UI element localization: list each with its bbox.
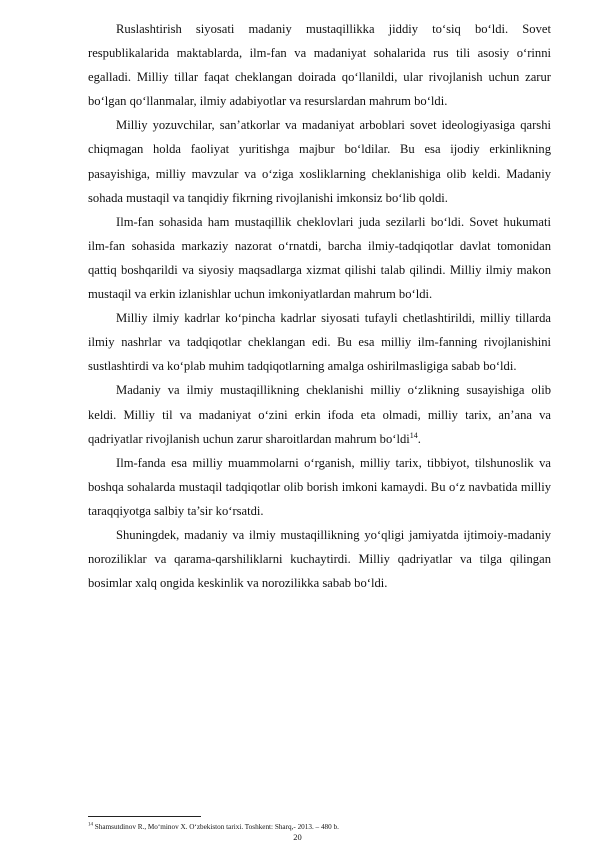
- footnote-reference[interactable]: 14: [409, 430, 418, 440]
- footnote: [88, 823, 339, 832]
- paragraph-7: Shuningdek, madaniy va ilmiy mustaqillikning yo‘qligi jamiyatda ijtimoiy-madaniy noroziliklar va qarama-qarshiliklarni kuchaytirdi. Milliy qadriyatlar va tilga qilingan bosimlar xalq ongida keskinlik va norozilikka sabab bo‘ldi.: [88, 527, 551, 591]
- footnote-text: Shamsutdinov R., Mo‘minov X. O‘zbekiston tarixi. Toshkent: Sharq,- 2013. – 480 b.: [93, 823, 339, 831]
- paragraph-4: Milliy ilmiy kadrlar ko‘pincha kadrlar siyosati tufayli chetlashtirildi, milliy tillarda ilmiy nashrlar va tadqiqotlar cheklangan edi. Bu esa milliy ilm-fanning rivojlanishini sustlashtirdi va ko‘plab muhim tadqiqotlarning amalga oshirilmasligiga sabab bo‘ldi.: [88, 311, 551, 374]
- paragraph-5-text: Madaniy va ilmiy mustaqillikning cheklanishi milliy o‘zlikning susayishiga olib keldi. Milliy til va madaniyat o‘zini erkin ifoda eta olmadi, milliy tarix, an’ana va qadriyatlar rivojlanish uchun zarur sharoitlardan mahrum bo‘ldi: [88, 383, 551, 446]
- body-text: [88, 17, 551, 595]
- paragraph-2: Milliy yozuvchilar, san’atkorlar va madaniyat arboblari sovet ideologiyasiga qarshi chiqmagan holda faoliyat yuritishga majbur bo‘ldilar. Bu esa ijodiy erkinlikning pasayishiga, milliy mavzular va o‘ziga xosliklarning cheklanishiga olib keldi. Madaniy sohada mustaqil va tanqidiy fikrning rivojlanishi imkonsiz bo‘lib qoldi.: [88, 118, 551, 205]
- footnote-marker: 14: [88, 822, 93, 828]
- paragraph-6: Ilm-fanda esa milliy muammolarni o‘rganish, milliy tarix, tibbiyot, tilshunoslik va boshqa sohalarda mustaqil tadqiqotlar olib borish imkoni kamaydi. Bu o‘z navbatida milliy taraqqiyotga salbiy ta’sir ko‘rsatdi.: [88, 455, 551, 518]
- page-number: 20: [293, 832, 302, 842]
- paragraph-1: Ruslashtirish siyosati madaniy mustaqillikka jiddiy to‘siq bo‘ldi. Sovet respublikalarida maktablarda, ilm-fan va madaniyat sohalarida rus tili asosiy o‘rinni egalladi. Milliy tillar faqat cheklangan doirada qo‘llanildi, ular rivojlanish uchun zarur bo‘lgan qo‘llanmalar, ilmiy adabiyotlar va resurslardan mahrum bo‘ldi.: [88, 22, 551, 109]
- footnote-divider: [88, 816, 201, 817]
- paragraph-3: Ilm-fan sohasida ham mustaqillik cheklovlari juda sezilarli bo‘ldi. Sovet hukumati ilm-fan sohasida markaziy nazorat o‘rnatdi, barcha ilmiy-tadqiqotlar davlat tomonidan qattiq boshqarildi va siyosiy maqsadlarga xizmat qilishi talab qilindi. Milliy ilmiy makon mustaqil va erkin izlanishlar uchun imkoniyatlardan mahrum bo‘ldi.: [88, 214, 551, 302]
- paragraph-5-end: .: [417, 431, 421, 446]
- paragraph-5: [88, 378, 551, 450]
